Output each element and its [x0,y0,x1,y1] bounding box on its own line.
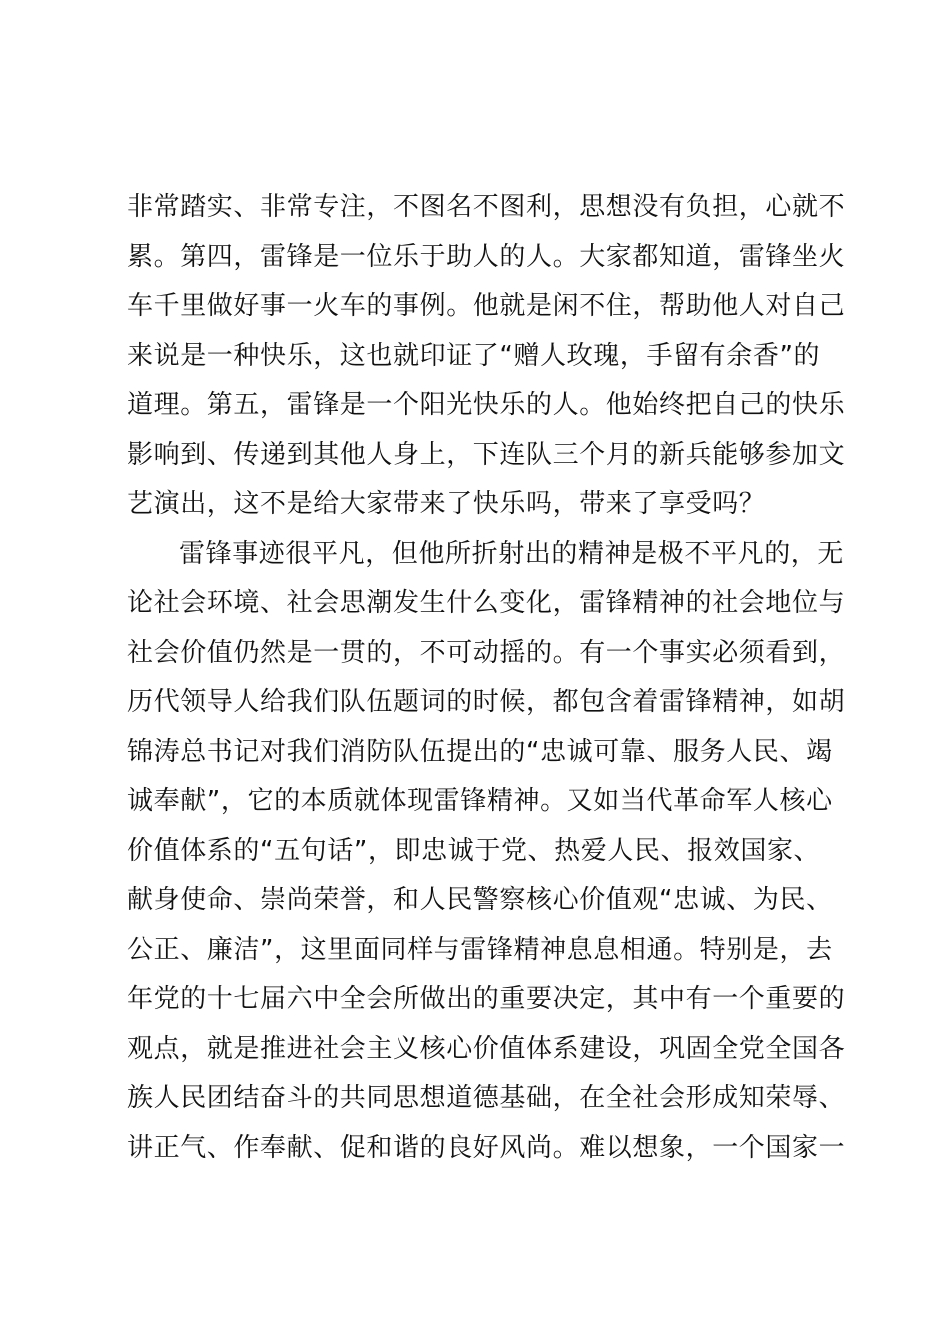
text-line: 来说是一种快乐，这也就印证了“赠人玫瑰，手留有余香”的 [127,340,821,371]
text-line: 讲正气、作奉献、促和谐的良好风尚。难以想象，一个国家一 [127,1132,846,1163]
text-line: 观点，就是推进社会主义核心价值体系建设，巩固全党全国各 [127,1033,846,1064]
text-line: 年党的十七届六中全会所做出的重要决定，其中有一个重要的 [127,984,846,1014]
document-body [127,183,846,1173]
text-line: 诚奉献”，它的本质就体现雷锋精神。又如当代革命军人核心 [127,786,833,816]
text-line: 累。第四，雷锋是一位乐于助人的人。大家都知道，雷锋坐火 [127,241,846,272]
text-line: 艺演出，这不是给大家带来了快乐吗，带来了享受吗？ [127,489,766,519]
text-line: 价值体系的“五句话”，即忠诚于党、热爱人民、报效国家、 [127,835,821,866]
text-line: 车千里做好事一火车的事例。他就是闲不住，帮助他人对自己 [127,291,846,321]
paragraph-1 [127,183,846,530]
text-line: 非常踏实、非常专注，不图名不图利，思想没有负担，心就不 [127,192,846,222]
text-line: 道理。第五，雷锋是一个阳光快乐的人。他始终把自己的快乐 [127,390,846,420]
text-line: 影响到、传递到其他人身上，下连队三个月的新兵能够参加文 [127,439,846,470]
text-line: 雷锋事迹很平凡，但他所折射出的精神是极不平凡的，无 [179,538,845,569]
paragraph-2 [127,530,846,1174]
text-line: 族人民团结奋斗的共同思想道德基础，在全社会形成知荣辱、 [127,1083,846,1113]
text-line: 论社会环境、社会思潮发生什么变化，雷锋精神的社会地位与 [127,588,846,618]
text-line: 锦涛总书记对我们消防队伍提出的“忠诚可靠、服务人民、竭 [127,736,833,767]
text-line: 公正、廉洁”，这里面同样与雷锋精神息息相通。特别是，去 [127,934,833,965]
text-line: 献身使命、崇尚荣誉，和人民警察核心价值观“忠诚、为民、 [127,885,833,915]
text-line: 社会价值仍然是一贯的，不可动摇的。有一个事实必须看到， [127,637,846,668]
text-line: 历代领导人给我们队伍题词的时候，都包含着雷锋精神，如胡 [127,687,846,717]
